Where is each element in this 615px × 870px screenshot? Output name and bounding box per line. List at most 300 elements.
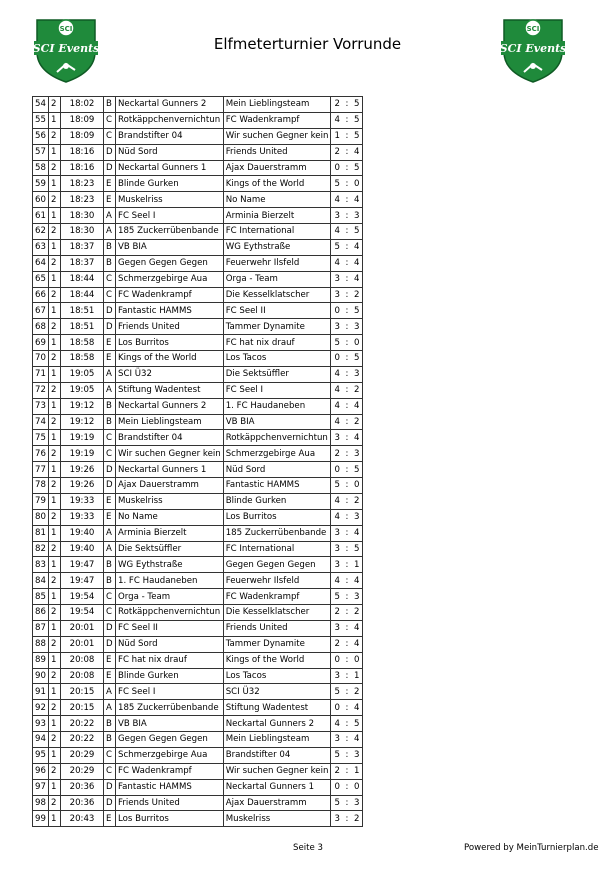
away-goals: 3 (353, 369, 360, 380)
field-number: 1 (49, 811, 61, 827)
away-team: Gegen Gegen Gegen (223, 557, 331, 573)
score (331, 398, 363, 414)
page-number: Seite 3 (293, 843, 323, 853)
group-letter: C (104, 287, 116, 303)
table-row (33, 287, 363, 303)
game-number: 82 (33, 541, 49, 557)
home-team: Brandstifter 04 (116, 430, 224, 446)
home-team: Neckartal Gunners 2 (116, 398, 224, 414)
away-goals: 2 (353, 686, 360, 697)
table-row (33, 97, 363, 113)
table-row (33, 351, 363, 367)
group-letter: A (104, 700, 116, 716)
score-separator: : (345, 718, 349, 729)
score (331, 303, 363, 319)
group-letter: D (104, 144, 116, 160)
away-goals: 0 (353, 178, 360, 189)
away-team: Tammer Dynamite (223, 319, 331, 335)
kickoff-time: 18:37 (61, 255, 104, 271)
away-goals: 0 (353, 782, 360, 793)
table-row (33, 763, 363, 779)
game-number: 83 (33, 557, 49, 573)
field-number: 2 (49, 541, 61, 557)
game-number: 90 (33, 668, 49, 684)
away-team: No Name (223, 192, 331, 208)
home-goals: 4 (334, 226, 340, 237)
table-row (33, 541, 363, 557)
group-letter: C (104, 430, 116, 446)
kickoff-time: 18:09 (61, 112, 104, 128)
score-separator: : (345, 782, 349, 793)
score-separator: : (345, 178, 349, 189)
score-separator: : (345, 162, 349, 173)
away-goals: 3 (353, 750, 360, 761)
score-separator: : (345, 591, 349, 602)
away-goals: 3 (353, 210, 360, 221)
home-team: Kings of the World (116, 351, 224, 367)
score-separator: : (345, 496, 349, 507)
field-number: 1 (49, 652, 61, 668)
away-team: Wir suchen Gegner kein (223, 763, 331, 779)
home-team: Neckartal Gunners 1 (116, 160, 224, 176)
score (331, 176, 363, 192)
kickoff-time: 18:58 (61, 351, 104, 367)
field-number: 2 (49, 605, 61, 621)
field-number: 1 (49, 239, 61, 255)
field-number: 2 (49, 509, 61, 525)
home-goals: 5 (334, 591, 340, 602)
kickoff-time: 18:16 (61, 144, 104, 160)
game-number: 84 (33, 573, 49, 589)
kickoff-time: 18:23 (61, 176, 104, 192)
group-letter: C (104, 271, 116, 287)
score (331, 557, 363, 573)
game-number: 72 (33, 382, 49, 398)
kickoff-time: 18:30 (61, 224, 104, 240)
kickoff-time: 20:29 (61, 747, 104, 763)
kickoff-time: 19:12 (61, 398, 104, 414)
field-number: 1 (49, 557, 61, 573)
powered-by: Powered by MeinTurnierplan.de (464, 843, 599, 853)
svg-text:SCI Events: SCI Events (33, 42, 99, 55)
group-letter: E (104, 335, 116, 351)
game-number: 95 (33, 747, 49, 763)
away-goals: 4 (353, 623, 360, 634)
away-goals: 2 (353, 289, 360, 300)
score-separator: : (345, 385, 349, 396)
away-team: FC Wadenkrampf (223, 112, 331, 128)
table-row (33, 811, 363, 827)
home-team: Rotkäppchenvernichtun (116, 112, 224, 128)
group-letter: B (104, 255, 116, 271)
kickoff-time: 20:43 (61, 811, 104, 827)
score (331, 430, 363, 446)
away-team: Die Kesselklatscher (223, 605, 331, 621)
game-number: 94 (33, 732, 49, 748)
home-goals: 0 (334, 782, 340, 793)
table-row (33, 208, 363, 224)
page-title: Elfmeterturnier Vorrunde (213, 35, 402, 53)
group-letter: A (104, 366, 116, 382)
away-team: Die Sektsüffler (223, 366, 331, 382)
score-separator: : (345, 226, 349, 237)
field-number: 2 (49, 224, 61, 240)
group-letter: E (104, 509, 116, 525)
away-team: VB BIA (223, 414, 331, 430)
field-number: 2 (49, 700, 61, 716)
field-number: 2 (49, 97, 61, 113)
away-team: Mein Lieblingsteam (223, 97, 331, 113)
kickoff-time: 20:15 (61, 700, 104, 716)
table-row (33, 478, 363, 494)
away-team: FC International (223, 224, 331, 240)
game-number: 81 (33, 525, 49, 541)
field-number: 1 (49, 684, 61, 700)
group-letter: C (104, 128, 116, 144)
game-number: 97 (33, 779, 49, 795)
away-team: 1. FC Haudaneben (223, 398, 331, 414)
sci-events-logo-right (500, 14, 566, 84)
score-separator: : (345, 321, 349, 332)
game-number: 85 (33, 589, 49, 605)
home-goals: 3 (334, 543, 340, 554)
home-team: Gegen Gegen Gegen (116, 255, 224, 271)
away-team: Friends United (223, 144, 331, 160)
score (331, 668, 363, 684)
group-letter: B (104, 716, 116, 732)
table-row (33, 224, 363, 240)
away-goals: 4 (353, 274, 360, 285)
score-separator: : (345, 147, 349, 158)
field-number: 1 (49, 620, 61, 636)
home-goals: 3 (334, 734, 340, 745)
field-number: 1 (49, 335, 61, 351)
score-separator: : (345, 99, 349, 110)
away-goals: 5 (353, 115, 360, 126)
group-letter: A (104, 684, 116, 700)
kickoff-time: 20:08 (61, 668, 104, 684)
home-team: WG Eythstraße (116, 557, 224, 573)
group-letter: E (104, 493, 116, 509)
table-row (33, 795, 363, 811)
home-team: Los Burritos (116, 811, 224, 827)
group-letter: C (104, 763, 116, 779)
score (331, 160, 363, 176)
group-letter: D (104, 319, 116, 335)
group-letter: D (104, 636, 116, 652)
group-letter: D (104, 795, 116, 811)
table-row (33, 239, 363, 255)
game-number: 56 (33, 128, 49, 144)
field-number: 2 (49, 573, 61, 589)
score-separator: : (345, 813, 349, 824)
score-separator: : (345, 543, 349, 554)
away-team: SCI Ü32 (223, 684, 331, 700)
kickoff-time: 18:58 (61, 335, 104, 351)
score (331, 414, 363, 430)
away-team: Wir suchen Gegner kein (223, 128, 331, 144)
score (331, 128, 363, 144)
score-separator: : (345, 686, 349, 697)
away-goals: 2 (353, 385, 360, 396)
score-separator: : (345, 131, 349, 142)
kickoff-time: 19:19 (61, 430, 104, 446)
field-number: 1 (49, 430, 61, 446)
kickoff-time: 18:44 (61, 271, 104, 287)
home-goals: 4 (334, 369, 340, 380)
home-goals: 5 (334, 242, 340, 253)
field-number: 1 (49, 303, 61, 319)
home-team: Brandstifter 04 (116, 128, 224, 144)
table-row (33, 636, 363, 652)
home-team: 185 Zuckerrübenbande (116, 700, 224, 716)
away-goals: 5 (353, 353, 360, 364)
home-goals: 3 (334, 813, 340, 824)
table-row (33, 509, 363, 525)
svg-text:SCI: SCI (526, 25, 540, 33)
kickoff-time: 19:33 (61, 509, 104, 525)
away-goals: 3 (353, 512, 360, 523)
field-number: 2 (49, 192, 61, 208)
game-number: 88 (33, 636, 49, 652)
game-number: 79 (33, 493, 49, 509)
home-goals: 3 (334, 289, 340, 300)
game-number: 93 (33, 716, 49, 732)
table-row (33, 255, 363, 271)
home-goals: 3 (334, 623, 340, 634)
field-number: 1 (49, 493, 61, 509)
home-goals: 2 (334, 448, 340, 459)
field-number: 2 (49, 763, 61, 779)
field-number: 2 (49, 795, 61, 811)
table-row (33, 430, 363, 446)
home-team: Fantastic HAMMS (116, 303, 224, 319)
kickoff-time: 19:05 (61, 366, 104, 382)
away-team: 185 Zuckerrübenbande (223, 525, 331, 541)
score (331, 541, 363, 557)
score (331, 287, 363, 303)
group-letter: E (104, 668, 116, 684)
kickoff-time: 18:51 (61, 303, 104, 319)
score (331, 144, 363, 160)
table-row (33, 493, 363, 509)
game-number: 68 (33, 319, 49, 335)
home-goals: 2 (334, 766, 340, 777)
away-team: Los Tacos (223, 351, 331, 367)
group-letter: E (104, 811, 116, 827)
home-team: Muskelriss (116, 493, 224, 509)
table-row (33, 732, 363, 748)
table-row (33, 557, 363, 573)
home-goals: 5 (334, 480, 340, 491)
kickoff-time: 19:26 (61, 478, 104, 494)
away-goals: 0 (353, 337, 360, 348)
kickoff-time: 20:36 (61, 779, 104, 795)
score (331, 493, 363, 509)
away-goals: 2 (353, 416, 360, 427)
away-goals: 4 (353, 639, 360, 650)
field-number: 2 (49, 255, 61, 271)
game-number: 98 (33, 795, 49, 811)
away-team: Los Tacos (223, 668, 331, 684)
score-separator: : (345, 194, 349, 205)
home-team: No Name (116, 509, 224, 525)
score (331, 525, 363, 541)
away-team: Orga - Team (223, 271, 331, 287)
home-goals: 5 (334, 750, 340, 761)
game-number: 64 (33, 255, 49, 271)
away-goals: 4 (353, 242, 360, 253)
group-letter: E (104, 192, 116, 208)
group-letter: B (104, 557, 116, 573)
kickoff-time: 19:12 (61, 414, 104, 430)
field-number: 2 (49, 382, 61, 398)
score-separator: : (345, 401, 349, 412)
away-goals: 5 (353, 464, 360, 475)
score (331, 239, 363, 255)
score (331, 573, 363, 589)
away-goals: 3 (353, 591, 360, 602)
away-team: FC Wadenkrampf (223, 589, 331, 605)
score-separator: : (345, 528, 349, 539)
home-goals: 2 (334, 147, 340, 158)
group-letter: E (104, 652, 116, 668)
score (331, 732, 363, 748)
kickoff-time: 19:54 (61, 605, 104, 621)
score-separator: : (345, 639, 349, 650)
away-team: Blinde Gurken (223, 493, 331, 509)
home-team: Die Sektsüffler (116, 541, 224, 557)
score-separator: : (345, 750, 349, 761)
score-separator: : (345, 464, 349, 475)
score (331, 319, 363, 335)
table-row (33, 716, 363, 732)
home-team: FC Wadenkrampf (116, 763, 224, 779)
group-letter: D (104, 160, 116, 176)
kickoff-time: 19:05 (61, 382, 104, 398)
score (331, 478, 363, 494)
group-letter: A (104, 525, 116, 541)
group-letter: D (104, 478, 116, 494)
score-separator: : (345, 289, 349, 300)
score-separator: : (345, 448, 349, 459)
score-separator: : (345, 432, 349, 443)
table-row (33, 319, 363, 335)
table-row (33, 112, 363, 128)
score (331, 509, 363, 525)
away-team: Kings of the World (223, 176, 331, 192)
score (331, 446, 363, 462)
group-letter: E (104, 176, 116, 192)
score-separator: : (345, 242, 349, 253)
group-letter: C (104, 589, 116, 605)
table-row (33, 605, 363, 621)
group-letter: C (104, 605, 116, 621)
game-number: 66 (33, 287, 49, 303)
game-number: 92 (33, 700, 49, 716)
home-team: Gegen Gegen Gegen (116, 732, 224, 748)
table-row (33, 176, 363, 192)
home-goals: 4 (334, 401, 340, 412)
home-goals: 3 (334, 432, 340, 443)
score-separator: : (345, 369, 349, 380)
home-team: Neckartal Gunners 1 (116, 462, 224, 478)
away-goals: 5 (353, 543, 360, 554)
group-letter: A (104, 541, 116, 557)
score (331, 224, 363, 240)
kickoff-time: 20:08 (61, 652, 104, 668)
home-team: Mein Lieblingsteam (116, 414, 224, 430)
home-goals: 0 (334, 353, 340, 364)
away-team: Nüd Sord (223, 462, 331, 478)
away-goals: 5 (353, 305, 360, 316)
kickoff-time: 18:16 (61, 160, 104, 176)
field-number: 1 (49, 366, 61, 382)
home-team: SCI Ü32 (116, 366, 224, 382)
home-goals: 1 (334, 131, 340, 142)
group-letter: A (104, 224, 116, 240)
away-goals: 4 (353, 258, 360, 269)
kickoff-time: 20:22 (61, 732, 104, 748)
kickoff-time: 18:51 (61, 319, 104, 335)
away-team: Tammer Dynamite (223, 636, 331, 652)
home-team: Arminia Bierzelt (116, 525, 224, 541)
kickoff-time: 19:54 (61, 589, 104, 605)
game-number: 71 (33, 366, 49, 382)
away-goals: 2 (353, 496, 360, 507)
group-letter: B (104, 398, 116, 414)
kickoff-time: 18:23 (61, 192, 104, 208)
table-row (33, 446, 363, 462)
away-team: Stiftung Wadentest (223, 700, 331, 716)
away-goals: 1 (353, 559, 360, 570)
kickoff-time: 18:09 (61, 128, 104, 144)
table-row (33, 620, 363, 636)
home-goals: 4 (334, 416, 340, 427)
home-team: Orga - Team (116, 589, 224, 605)
field-number: 1 (49, 589, 61, 605)
home-goals: 4 (334, 385, 340, 396)
score-separator: : (345, 274, 349, 285)
home-team: Blinde Gurken (116, 668, 224, 684)
group-letter: D (104, 620, 116, 636)
kickoff-time: 18:30 (61, 208, 104, 224)
score (331, 351, 363, 367)
away-goals: 4 (353, 528, 360, 539)
game-number: 55 (33, 112, 49, 128)
kickoff-time: 19:47 (61, 573, 104, 589)
away-team: Schmerzgebirge Aua (223, 446, 331, 462)
table-row (33, 382, 363, 398)
field-number: 2 (49, 636, 61, 652)
away-team: Rotkäppchenvernichtun (223, 430, 331, 446)
home-goals: 0 (334, 162, 340, 173)
away-team: Muskelriss (223, 811, 331, 827)
table-row (33, 589, 363, 605)
table-row (33, 462, 363, 478)
home-team: VB BIA (116, 716, 224, 732)
away-team: FC Seel I (223, 382, 331, 398)
away-team: FC International (223, 541, 331, 557)
field-number: 1 (49, 144, 61, 160)
away-team: Feuerwehr Ilsfeld (223, 255, 331, 271)
table-row (33, 525, 363, 541)
group-letter: D (104, 303, 116, 319)
score-separator: : (345, 670, 349, 681)
home-goals: 4 (334, 194, 340, 205)
home-team: Friends United (116, 795, 224, 811)
away-team: Los Burritos (223, 509, 331, 525)
